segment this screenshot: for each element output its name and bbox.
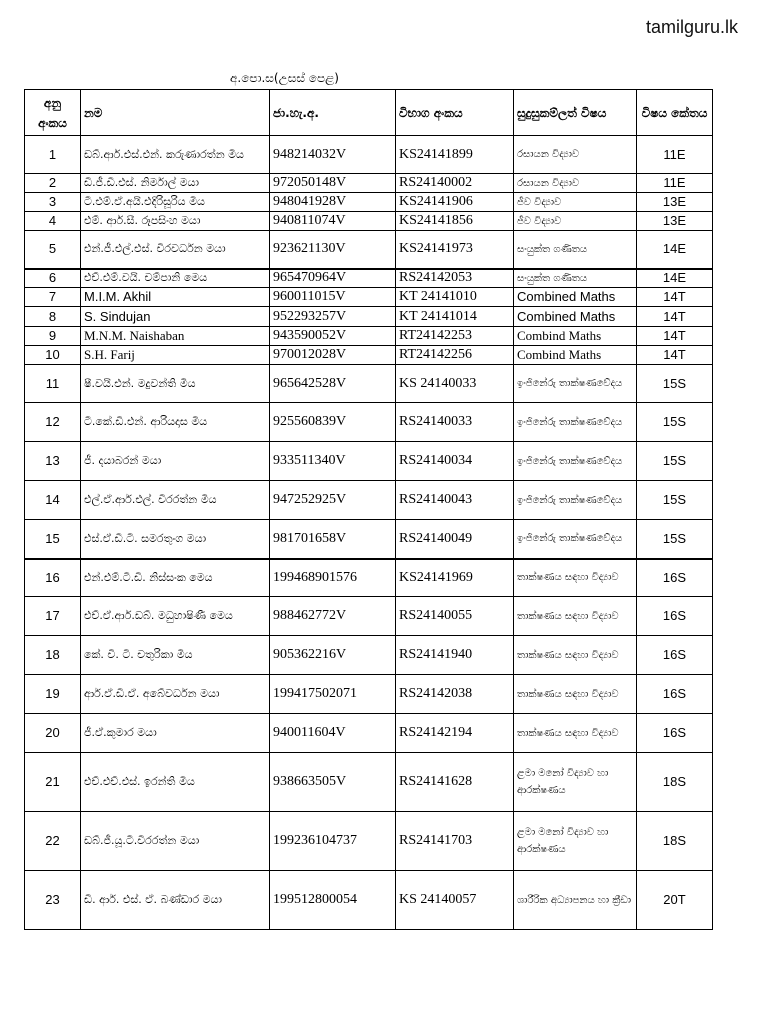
cell-nic: 952293257V (270, 307, 396, 327)
table-row (25, 675, 713, 714)
table-row (25, 193, 713, 212)
table-row (25, 520, 713, 559)
table-row (25, 136, 713, 174)
cell-no: 18 (25, 636, 81, 675)
table-row (25, 812, 713, 871)
table-row (25, 231, 713, 269)
cell-nic: 933511340V (270, 442, 396, 481)
cell-name: එස්.ඒ.ඩී.ටී. සමරතුංග මයා (81, 520, 270, 559)
cell-no: 16 (25, 559, 81, 597)
cell-exam-no: RS24142053 (396, 269, 514, 288)
cell-exam-no: KS24141899 (396, 136, 514, 174)
cell-subject: ළමා මනෝ විද්‍යාව හා ආරක්ෂණය (514, 753, 637, 812)
cell-exam-no: RS24142038 (396, 675, 514, 714)
cell-subject: Combined Maths (514, 307, 637, 327)
cell-no: 6 (25, 269, 81, 288)
cell-exam-no: KS24141856 (396, 212, 514, 231)
cell-exam-no: KS24141906 (396, 193, 514, 212)
cell-name: කේ. වී. ටී. චතුරිකා මිය (81, 636, 270, 675)
cell-no: 15 (25, 520, 81, 559)
cell-subject: රසායන විද්‍යාව (514, 174, 637, 193)
cell-nic: 981701658V (270, 520, 396, 559)
cell-no: 9 (25, 327, 81, 346)
cell-name: එච්.එම්.වයි. චම්පානි මෙය (81, 269, 270, 288)
cell-name: S. Sindujan (81, 307, 270, 327)
cell-exam-no: RS24140033 (396, 403, 514, 442)
cell-exam-no: RS24140034 (396, 442, 514, 481)
table-row (25, 365, 713, 403)
header-nic: ජා.හැ.අ. (270, 90, 396, 136)
cell-subject: ඉංජිනේරු තාක්ෂණවේදය (514, 481, 637, 520)
site-watermark: tamilguru.lk (645, 17, 738, 37)
cell-nic: 938663505V (270, 753, 396, 812)
cell-name: එන්.ජී.එල්.එස්. වීරවර්ධන මයා (81, 231, 270, 269)
table-row (25, 714, 713, 753)
cell-nic: 948041928V (270, 193, 396, 212)
table-row (25, 403, 713, 442)
cell-subject: සංයුක්ත ගණිතය (514, 269, 637, 288)
cell-stream: 11E (637, 136, 713, 174)
cell-subject: Combind Maths (514, 346, 637, 365)
cell-exam-no: RS24140043 (396, 481, 514, 520)
cell-subject: තාක්ෂණය සඳහා විද්‍යාව (514, 559, 637, 597)
cell-no: 19 (25, 675, 81, 714)
exam-caption: අ.පො.ස(උසස් පෙළ) (230, 71, 339, 85)
cell-stream: 13E (637, 212, 713, 231)
cell-name: එල්.ඒ.ආර්.එල්. වීරරත්න මිය (81, 481, 270, 520)
cell-name: එච්.ඒ.ආර්.ඩබ්. මධුහාෂිණී මෙය (81, 597, 270, 636)
cell-exam-no: KS24141973 (396, 231, 514, 269)
cell-nic: 948214032V (270, 136, 396, 174)
cell-name: M.I.M. Akhil (81, 288, 270, 307)
table-row (25, 288, 713, 307)
cell-name: ටී.කේ.ඩී.එන්. ආරියදාස මිය (81, 403, 270, 442)
cell-no: 23 (25, 871, 81, 930)
cell-exam-no: RT24142253 (396, 327, 514, 346)
cell-nic: 947252925V (270, 481, 396, 520)
cell-no: 13 (25, 442, 81, 481)
table-row (25, 346, 713, 365)
cell-exam-no: RS24142194 (396, 714, 514, 753)
cell-name: ආර්.ඒ.ඩී.ඒ. අබේවර්ධන මයා (81, 675, 270, 714)
cell-no: 21 (25, 753, 81, 812)
cell-subject: ශාරීරික අධ්‍යාපනය හා ක්‍රීඩා (514, 871, 637, 930)
cell-nic: 943590052V (270, 327, 396, 346)
cell-subject: ඉංජිනේරු තාක්ෂණවේදය (514, 403, 637, 442)
cell-subject: ඉංජිනේරු තාක්ෂණවේදය (514, 442, 637, 481)
cell-stream: 14T (637, 327, 713, 346)
table-row (25, 636, 713, 675)
table-row (25, 269, 713, 288)
cell-exam-no: KS24141969 (396, 559, 514, 597)
candidates-table (24, 89, 713, 930)
cell-stream: 15S (637, 365, 713, 403)
cell-nic: 965642528V (270, 365, 396, 403)
cell-subject: සංයුක්ත ගණිතය (514, 231, 637, 269)
cell-no: 3 (25, 193, 81, 212)
cell-exam-no: RS24141703 (396, 812, 514, 871)
cell-stream: 14T (637, 346, 713, 365)
table-row (25, 597, 713, 636)
cell-name: එම්. ආර්.සී. රූපසිංහ මයා (81, 212, 270, 231)
table-row (25, 307, 713, 327)
cell-subject: රසායන විද්‍යාව (514, 136, 637, 174)
cell-subject: ඉංජිනේරු තාක්ෂණවේදය (514, 520, 637, 559)
header-no: අනු අංකය (25, 90, 81, 136)
cell-subject: තාක්ෂණය සඳහා විද්‍යාව (514, 636, 637, 675)
cell-no: 10 (25, 346, 81, 365)
cell-stream: 15S (637, 520, 713, 559)
cell-nic: 940011604V (270, 714, 396, 753)
cell-stream: 18S (637, 753, 713, 812)
cell-stream: 16S (637, 636, 713, 675)
cell-no: 22 (25, 812, 81, 871)
cell-no: 4 (25, 212, 81, 231)
cell-name: ටී.එම්.ඒ.අයි.එදිරිසූරිය මිය (81, 193, 270, 212)
cell-nic: 960011015V (270, 288, 396, 307)
cell-no: 11 (25, 365, 81, 403)
cell-nic: 905362216V (270, 636, 396, 675)
cell-nic: 925560839V (270, 403, 396, 442)
cell-nic: 965470964V (270, 269, 396, 288)
cell-nic: 940811074V (270, 212, 396, 231)
cell-stream: 15S (637, 442, 713, 481)
cell-nic: 923621130V (270, 231, 396, 269)
cell-exam-no: RS24140002 (396, 174, 514, 193)
cell-subject: ඉංජිනේරු තාක්ෂණවේදය (514, 365, 637, 403)
cell-name: ඩී.ජී.ඩී.එස්. නිර්මාල් මයා (81, 174, 270, 193)
cell-exam-no: RS24140049 (396, 520, 514, 559)
cell-stream: 14E (637, 231, 713, 269)
cell-name: එන්.එම්.ටී.ඩී. නිස්සංක මෙය (81, 559, 270, 597)
cell-no: 1 (25, 136, 81, 174)
header-name: නම (81, 90, 270, 136)
cell-stream: 20T (637, 871, 713, 930)
cell-name: ෂී.වයි.එන්. මදුවන්ති මිය (81, 365, 270, 403)
cell-subject: ළමා මනෝ විද්‍යාව හා ආරක්ෂණය (514, 812, 637, 871)
cell-subject: Combind Maths (514, 327, 637, 346)
cell-stream: 16S (637, 559, 713, 597)
cell-stream: 13E (637, 193, 713, 212)
cell-nic: 970012028V (270, 346, 396, 365)
cell-no: 8 (25, 307, 81, 327)
table-row (25, 212, 713, 231)
cell-stream: 18S (637, 812, 713, 871)
cell-nic: 199512800054 (270, 871, 396, 930)
cell-exam-no: RS24141628 (396, 753, 514, 812)
cell-exam-no: KT 24141014 (396, 307, 514, 327)
cell-stream: 16S (637, 597, 713, 636)
cell-nic: 972050148V (270, 174, 396, 193)
cell-no: 17 (25, 597, 81, 636)
cell-subject: ජීව විද්‍යාව (514, 212, 637, 231)
header-stream: විෂය කේතය (637, 90, 713, 136)
table-row (25, 559, 713, 597)
cell-name: ජී. දයාබරන් මයා (81, 442, 270, 481)
table-row (25, 174, 713, 193)
cell-subject: තාක්ෂණය සඳහා විද්‍යාව (514, 714, 637, 753)
cell-stream: 15S (637, 403, 713, 442)
cell-name: ඩබ්.ජී.යූ.ටී.වීරරත්න මයා (81, 812, 270, 871)
cell-no: 20 (25, 714, 81, 753)
cell-no: 7 (25, 288, 81, 307)
table-row (25, 753, 713, 812)
table-row (25, 442, 713, 481)
cell-no: 14 (25, 481, 81, 520)
cell-stream: 16S (637, 714, 713, 753)
cell-name: M.N.M. Naishaban (81, 327, 270, 346)
table-body (25, 136, 713, 930)
cell-stream: 16S (637, 675, 713, 714)
cell-no: 12 (25, 403, 81, 442)
cell-exam-no: KS 24140033 (396, 365, 514, 403)
cell-exam-no: RS24141940 (396, 636, 514, 675)
header-exam-no: විභාග අංකය (396, 90, 514, 136)
cell-no: 2 (25, 174, 81, 193)
cell-exam-no: KS 24140057 (396, 871, 514, 930)
cell-nic: 199468901576 (270, 559, 396, 597)
cell-name: ඩී. ආර්. එස්. ඒ. බණ්ඩාර මයා (81, 871, 270, 930)
table-row (25, 327, 713, 346)
cell-exam-no: KT 24141010 (396, 288, 514, 307)
cell-name: එච්.එච්.එස්. ඉරන්ති මිය (81, 753, 270, 812)
cell-exam-no: RS24140055 (396, 597, 514, 636)
cell-subject: ජීව විද්‍යාව (514, 193, 637, 212)
cell-nic: 199417502071 (270, 675, 396, 714)
cell-no: 5 (25, 231, 81, 269)
cell-stream: 14E (637, 269, 713, 288)
cell-subject: තාක්ෂණය සඳහා විද්‍යාව (514, 597, 637, 636)
cell-stream: 11E (637, 174, 713, 193)
table-row (25, 481, 713, 520)
cell-name: ඩබ්.ආර්.එස්.එන්. කරුණාරත්න මිය (81, 136, 270, 174)
header-subject: සුදුසුකම්ලත් විෂය (514, 90, 637, 136)
cell-stream: 14T (637, 288, 713, 307)
cell-subject: Combined Maths (514, 288, 637, 307)
cell-nic: 199236104737 (270, 812, 396, 871)
cell-subject: තාක්ෂණය සඳහා විද්‍යාව (514, 675, 637, 714)
cell-nic: 988462772V (270, 597, 396, 636)
cell-name: S.H. Farij (81, 346, 270, 365)
cell-exam-no: RT24142256 (396, 346, 514, 365)
cell-name: ජී.ඒ.කුමාර මයා (81, 714, 270, 753)
cell-stream: 14T (637, 307, 713, 327)
table-row (25, 871, 713, 930)
cell-stream: 15S (637, 481, 713, 520)
